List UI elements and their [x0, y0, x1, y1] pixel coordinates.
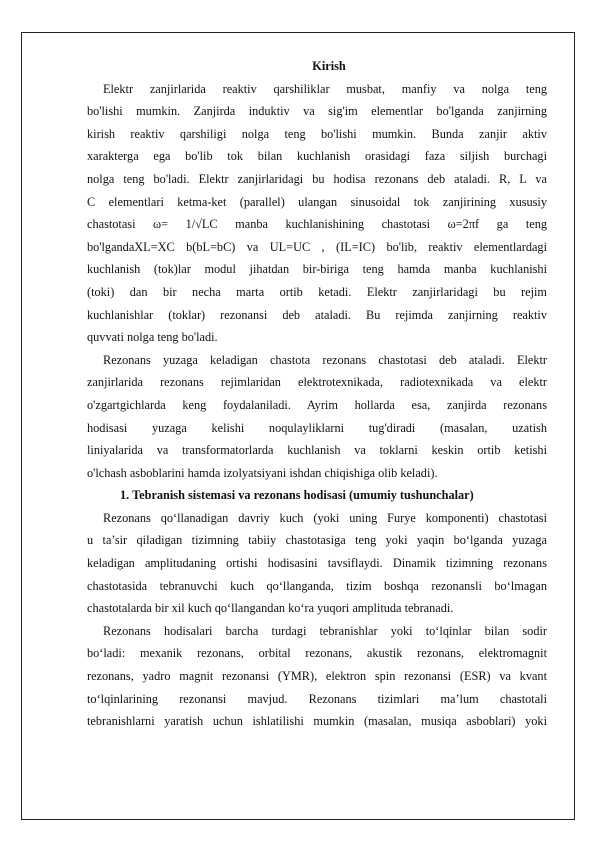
intro-paragraph-1 [87, 78, 547, 349]
text-line: u ta’sir qiladigan tizimning tabiiy chastotasiga teng yoki yaqin bo‘lganda yuzaga [87, 533, 547, 548]
text-line: nolga teng bo'ladi. Elektr zanjirlaridagi bu hodisa rezonans deb ataladi. R, L va [87, 171, 547, 186]
text-line: Rezonans hodisalari barcha turdagi tebranishlar yoki to‘lqinlar bilan sodir [103, 623, 547, 638]
text-line: o'lchash asboblarini hamda izolyatsiyani ishdan chiqishiga olib keladi). [87, 465, 438, 480]
text-line: rezonans, yadro magnit rezonansi (YMR), elektron spin rezonansi (ESR) va kvant [87, 669, 547, 684]
text-line: xarakterga ega bo'lib tok bilan kuchlanish orasidagi faza siljish burchagi [87, 149, 547, 164]
text-line: Rezonans qo‘llanadigan davriy kuch (yoki uning Furye komponenti) chastotasi [103, 510, 547, 525]
text-line: o'zgartgichlarda keng foydalaniladi. Ayrim hollarda esa, zanjirda rezonans [87, 397, 547, 412]
text-line: Rezonans yuzaga keladigan chastota rezonans chastotasi deb ataladi. Elektr [103, 352, 547, 367]
text-line: C elementlari ketma-ket (parallel) ulangan sinusoidal tok zanjirining xususiy [87, 194, 547, 209]
section-heading: 1. Tebranish sistemasi va rezonans hodisasi (umumiy tushunchalar) [120, 488, 474, 503]
intro-paragraph-2 [87, 349, 547, 485]
text-line: bo'lgandaXL=XC b(bL=bC) va UL=UC , (IL=IC) bo'lib, reaktiv elementlardagi [87, 239, 547, 254]
section-paragraph-1 [87, 507, 547, 620]
text-line: quvvati nolga teng bo'ladi. [87, 330, 218, 345]
text-line: to‘lqinlarining rezonansi mavjud. Rezonans tizimlari ma’lum chastotali [87, 691, 547, 706]
document-title: Kirish [312, 59, 346, 73]
text-line: keladigan amplitudaning ortishi hodisasini tavsiflaydi. Dinamik tizimning rezonans [87, 556, 547, 571]
text-line: chastotalarda bir xil kuch qo‘llangandan ko‘ra yuqori amplituda tebranadi. [87, 601, 454, 616]
text-line: tebranishlarni yaratish uchun ishlatilishi mumkin (masalan, musiqa asboblari) yoki [87, 714, 547, 729]
text-line: kuchlanishlar (toklar) rezonansi deb ataladi. Bu rejimda zanjirning reaktiv [87, 307, 547, 322]
section-paragraph-2 [87, 620, 547, 733]
document-body [87, 55, 547, 733]
text-line: kuchlanish (tok)lar modul jihatdan bir-biriga teng hamda manba kuchlanishi [87, 262, 547, 277]
text-line: (toki) dan bir necha marta ortib ketadi. Elektr zanjirlaridagi bu rejim [87, 284, 547, 299]
text-line: chastotasida tebranuvchi kuch qo‘llanganda, tizim boshqa rezonansli bo‘lmagan [87, 578, 547, 593]
text-line: kirish reaktiv qarshiligi nolga teng bo'lishi mumkin. Bunda zanjir aktiv [87, 126, 547, 141]
text-line: zanjirlarida rezonans rejimlaridan elektrotexnikada, radiotexnikada va elektr [87, 375, 547, 390]
text-line: Elektr zanjirlarida reaktiv qarshiliklar musbat, manfiy va nolga teng [103, 81, 547, 96]
text-line: chastotasi ω= 1/√LC manba kuchlanishining chastotasi ω=2πf ga teng [87, 217, 547, 232]
text-line: hodisasi yuzaga kelishi noqulayliklarni tug'diradi (masalan, uzatish [87, 420, 547, 435]
text-line: liniyalarida va transformatorlarda kuchlanish va toklarni keskin ortib ketishi [87, 443, 547, 458]
text-line: bo‘ladi: mexanik rezonans, orbital rezonans, akustik rezonans, elektromagnit [87, 646, 547, 661]
text-line: bo'lishi mumkin. Zanjirda induktiv va sig'im elementlar bo'lganda zanjirning [87, 104, 547, 119]
